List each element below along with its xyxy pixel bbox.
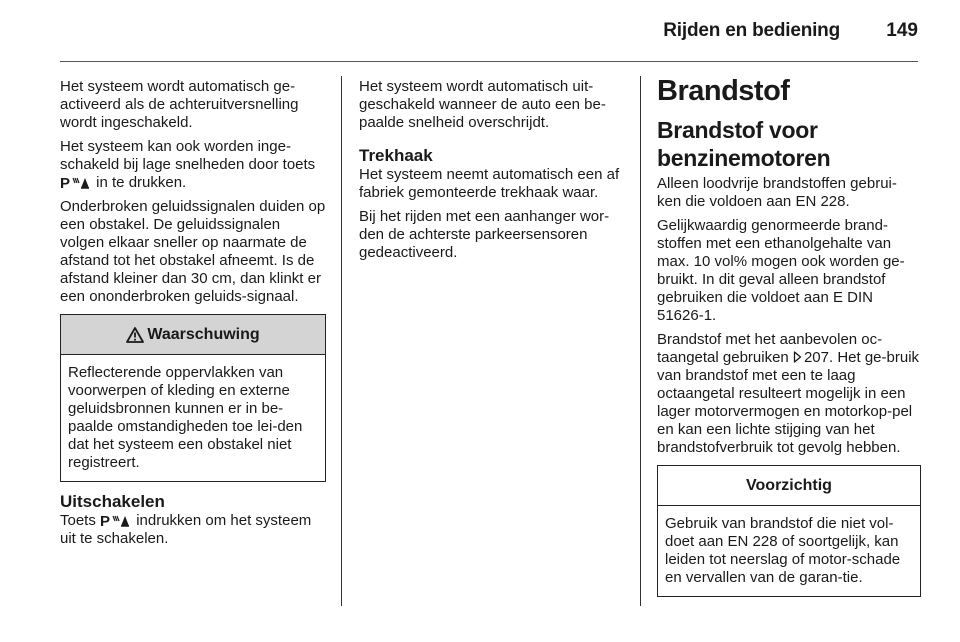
page-header <box>60 18 918 62</box>
section-title-fuel: Brandstof <box>657 75 790 107</box>
paragraph-signals: Onderbroken geluidssignalen duiden op een obstakel. De geluidssignalen volgen elkaar sneller op naarmate de afstand tot het obstakel afneemt. Is de afstand kleiner dan 30 cm, dan klinkt er een ononderbroken geluids-signaal. <box>60 198 326 305</box>
column-3 <box>657 75 921 605</box>
svg-text:P: P <box>100 513 111 527</box>
subsection-title-petrol: Brandstof voor benzinemotoren <box>657 117 831 171</box>
caution-box-body <box>658 506 920 596</box>
page-reference-arrow-icon <box>793 350 802 362</box>
paragraph-activation: Het systeem wordt automatisch ge-activeerd als de achteruitversnelling wordt ingeschakeld. <box>60 78 299 131</box>
paragraph-switch-off <box>60 512 326 548</box>
warning-box-header <box>61 315 325 355</box>
warning-text: Reflecterende oppervlakken van voorwerpen of kleding en externe geluidsbronnen kunnen er in be-paalde omstandigheden toe lei-den dat het systeem een obstakel niet registreert. <box>68 364 303 471</box>
column-divider-2 <box>640 76 641 606</box>
park-assist-icon <box>100 513 132 527</box>
header-divider <box>60 61 918 62</box>
switch-off-text-after: indrukken om het systeem uit te schakelen. <box>60 512 312 547</box>
caution-box-header <box>658 466 920 506</box>
manual-activation-text-after: in te drukken. <box>96 174 187 191</box>
paragraph-octane <box>657 331 921 457</box>
warning-box-title: Waarschuwing <box>147 325 260 343</box>
octane-page-ref[interactable]: 207 <box>803 349 829 366</box>
octane-text-before: Brandstof met het aanbevolen oc-taangetal gebruiken <box>657 331 883 366</box>
warning-box <box>60 314 326 482</box>
chapter-title: Rijden en bediening <box>663 20 840 41</box>
heading-switch-off: Uitschakelen <box>60 492 165 511</box>
svg-text:P: P <box>60 175 71 189</box>
paragraph-auto-off: Het systeem wordt automatisch uit-geschakeld wanneer de auto een be-paalde snelheid overschrijdt. <box>359 78 606 131</box>
switch-off-text-before: Toets <box>60 512 96 529</box>
paragraph-unleaded: Alleen loodvrije brandstoffen gebrui-ken die voldoen aan EN 228. <box>657 175 897 210</box>
caution-box-title: Voorzichtig <box>746 476 832 494</box>
octane-text-after: . Het ge-bruik van brandstof met een te laag octaangetal resulteert mogelijk in een lager motorvermogen en motorkop-pel en kan een lichte stijging van het brandstofverbruik tot gevolg hebben. <box>657 349 920 456</box>
caution-box <box>657 465 921 597</box>
warning-box-body <box>61 355 325 481</box>
manual-activation-text-before: Het systeem kan ook worden inge-schakeld bij lage snelheden door toets <box>60 138 316 173</box>
warning-triangle-icon <box>126 327 144 343</box>
caution-text: Gebruik van brandstof die niet vol-doet aan EN 228 of soortgelijk, kan leiden tot neerslag of motor-schade en vervallen van de garan-tie. <box>665 515 901 586</box>
column-2 <box>359 78 625 268</box>
column-1 <box>60 78 326 554</box>
heading-tow-hook: Trekhaak <box>359 146 433 165</box>
paragraph-manual-activation <box>60 138 326 192</box>
paragraph-tow-hook: Het systeem neemt automatisch een af fabriek gemonteerde trekhaak waar. <box>359 166 620 201</box>
column-divider-1 <box>341 76 342 606</box>
paragraph-ethanol: Gelijkwaardig genormeerde brand-stoffen met een ethanolgehalte van max. 10 vol% mogen ook worden ge-bruikt. In dit geval alleen brandstof gebruiken die voldoet aan E DIN 51626-1. <box>657 217 905 324</box>
park-assist-icon <box>60 175 92 189</box>
page-number: 149 <box>886 20 918 41</box>
paragraph-trailer: Bij het rijden met een aanhanger wor-den de achterste parkeersensoren gedeactiveerd. <box>359 208 610 261</box>
